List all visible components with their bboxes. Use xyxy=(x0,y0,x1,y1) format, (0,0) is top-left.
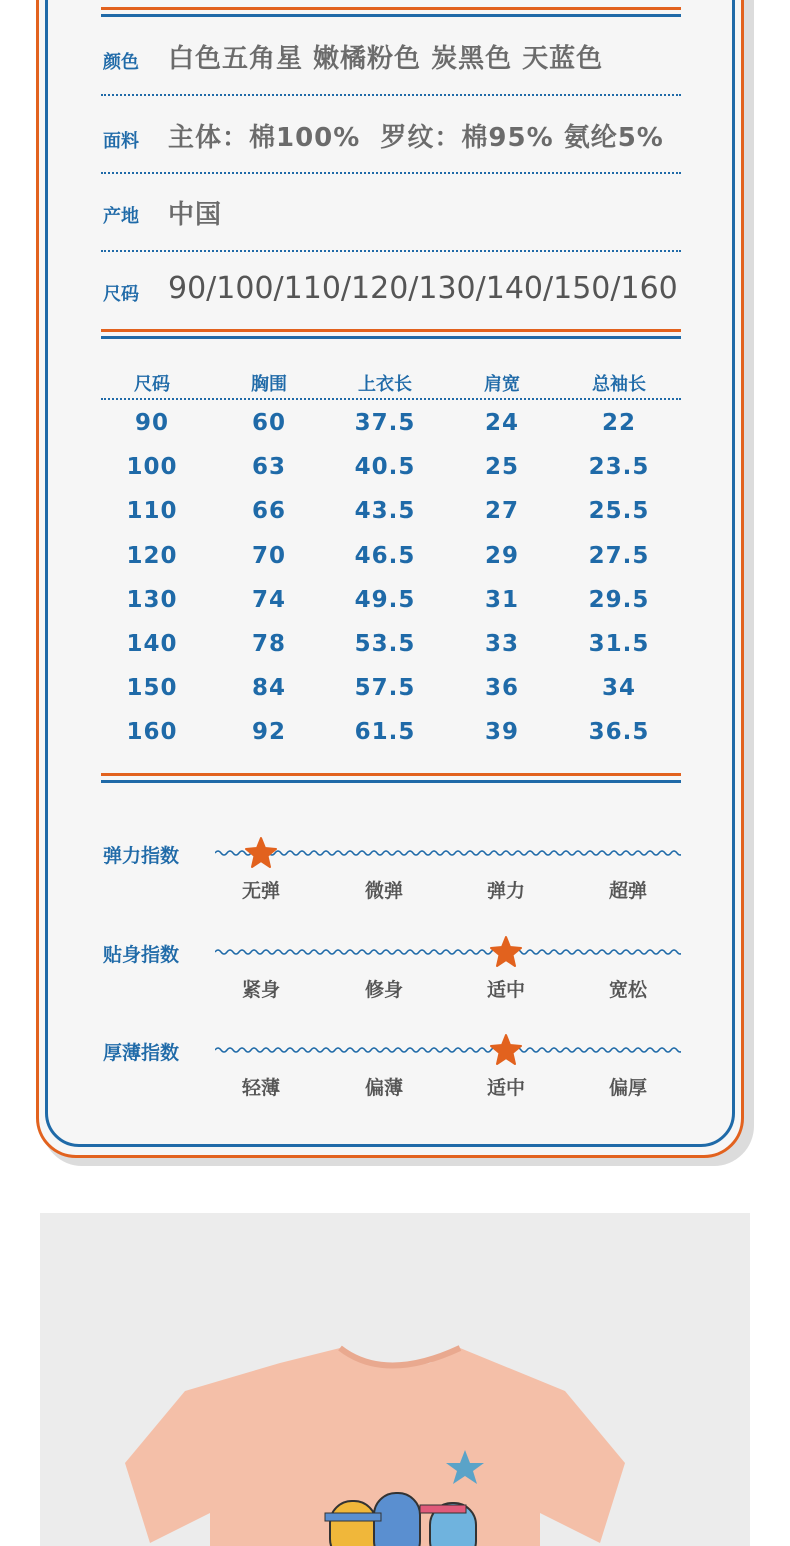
cell-chest: 92 xyxy=(251,719,286,746)
spec-fabric-value: 主体：棉100% 罗纹：棉95% 氨纶5% xyxy=(168,123,664,153)
cell-shoulder: 24 xyxy=(484,410,519,436)
index-star-marker-icon xyxy=(489,935,523,969)
cell-sleeve: 31.5 xyxy=(588,631,650,657)
cell-length: 49.5 xyxy=(354,586,416,613)
index-star-marker-icon xyxy=(489,1033,523,1067)
index-star-marker-icon xyxy=(244,836,278,870)
cell-shoulder: 29 xyxy=(484,542,519,569)
cell-shoulder: 36 xyxy=(484,675,519,702)
index-label: 贴身指数 xyxy=(103,944,180,966)
cell-length: 61.5 xyxy=(354,719,416,746)
cell-chest: 70 xyxy=(251,542,286,569)
header-sleeve: 总袖长 xyxy=(592,374,646,395)
cell-size: 110 xyxy=(126,498,178,525)
spec-color-label: 颜色 xyxy=(103,52,139,73)
spec-size-value: 90/100/110/120/130/140/150/160 xyxy=(168,271,678,306)
cell-length: 37.5 xyxy=(354,410,416,436)
cell-size: 160 xyxy=(126,719,178,746)
cell-size: 90 xyxy=(134,410,169,436)
cell-length: 40.5 xyxy=(354,454,416,481)
cell-sleeve: 25.5 xyxy=(588,498,650,525)
cell-sleeve: 22 xyxy=(601,410,636,436)
spec-origin-label: 产地 xyxy=(103,206,139,227)
index-tick-label: 宽松 xyxy=(608,979,647,1001)
spec-origin-value: 中国 xyxy=(168,200,223,230)
index-tick-label: 适中 xyxy=(486,979,525,1001)
cell-chest: 60 xyxy=(251,410,286,436)
cell-size: 140 xyxy=(126,631,178,657)
spec-size-label: 尺码 xyxy=(103,284,139,305)
index-tick-label: 偏薄 xyxy=(364,1077,403,1099)
index-tick-label: 无弹 xyxy=(241,880,280,902)
product-photo xyxy=(40,1213,750,1546)
table-header-divider xyxy=(101,398,681,400)
cell-shoulder: 31 xyxy=(484,586,519,613)
index-scale-wave xyxy=(215,946,681,958)
header-size: 尺码 xyxy=(134,374,170,395)
spec-divider xyxy=(101,94,681,96)
divider-top xyxy=(101,7,681,17)
cell-shoulder: 25 xyxy=(484,454,519,481)
spec-color-value: 白色五角星 嫩橘粉色 炭黑色 天蓝色 xyxy=(168,44,604,74)
cell-chest: 78 xyxy=(251,631,286,657)
cell-size: 150 xyxy=(126,675,178,702)
cell-shoulder: 33 xyxy=(484,631,519,657)
cell-sleeve: 23.5 xyxy=(588,454,650,481)
index-label: 弹力指数 xyxy=(103,845,180,867)
index-tick-label: 修身 xyxy=(364,979,403,1001)
cell-length: 46.5 xyxy=(354,542,416,569)
header-chest: 胸围 xyxy=(251,374,287,395)
index-label: 厚薄指数 xyxy=(103,1042,180,1064)
cell-length: 53.5 xyxy=(354,631,416,657)
cell-sleeve: 27.5 xyxy=(588,542,650,569)
index-tick-label: 适中 xyxy=(486,1077,525,1099)
cell-size: 130 xyxy=(126,586,178,613)
index-tick-label: 紧身 xyxy=(241,979,280,1001)
cell-sleeve: 34 xyxy=(601,675,636,702)
cell-shoulder: 39 xyxy=(484,719,519,746)
cell-length: 57.5 xyxy=(354,675,416,702)
cell-chest: 74 xyxy=(251,586,286,613)
index-tick-label: 轻薄 xyxy=(241,1077,280,1099)
divider-table-bottom xyxy=(101,773,681,783)
spec-divider xyxy=(101,250,681,252)
cell-chest: 63 xyxy=(251,454,286,481)
tshirt-illustration xyxy=(40,1213,750,1546)
spec-fabric-label: 面料 xyxy=(103,131,139,152)
cell-size: 120 xyxy=(126,542,178,569)
divider-table-top xyxy=(101,329,681,339)
index-tick-label: 偏厚 xyxy=(608,1077,647,1099)
header-length: 上衣长 xyxy=(358,374,412,395)
cell-shoulder: 27 xyxy=(484,498,519,525)
spec-divider xyxy=(101,172,681,174)
index-scale-wave xyxy=(215,847,681,859)
header-shoulder: 肩宽 xyxy=(484,374,520,395)
cell-chest: 66 xyxy=(251,498,286,525)
index-scale-wave xyxy=(215,1044,681,1056)
cell-sleeve: 29.5 xyxy=(588,586,650,613)
index-tick-label: 超弹 xyxy=(608,880,647,902)
index-tick-label: 微弹 xyxy=(364,880,403,902)
cell-chest: 84 xyxy=(251,675,286,702)
cell-length: 43.5 xyxy=(354,498,416,525)
cell-sleeve: 36.5 xyxy=(588,719,650,746)
index-tick-label: 弹力 xyxy=(486,880,525,902)
cell-size: 100 xyxy=(126,454,178,481)
